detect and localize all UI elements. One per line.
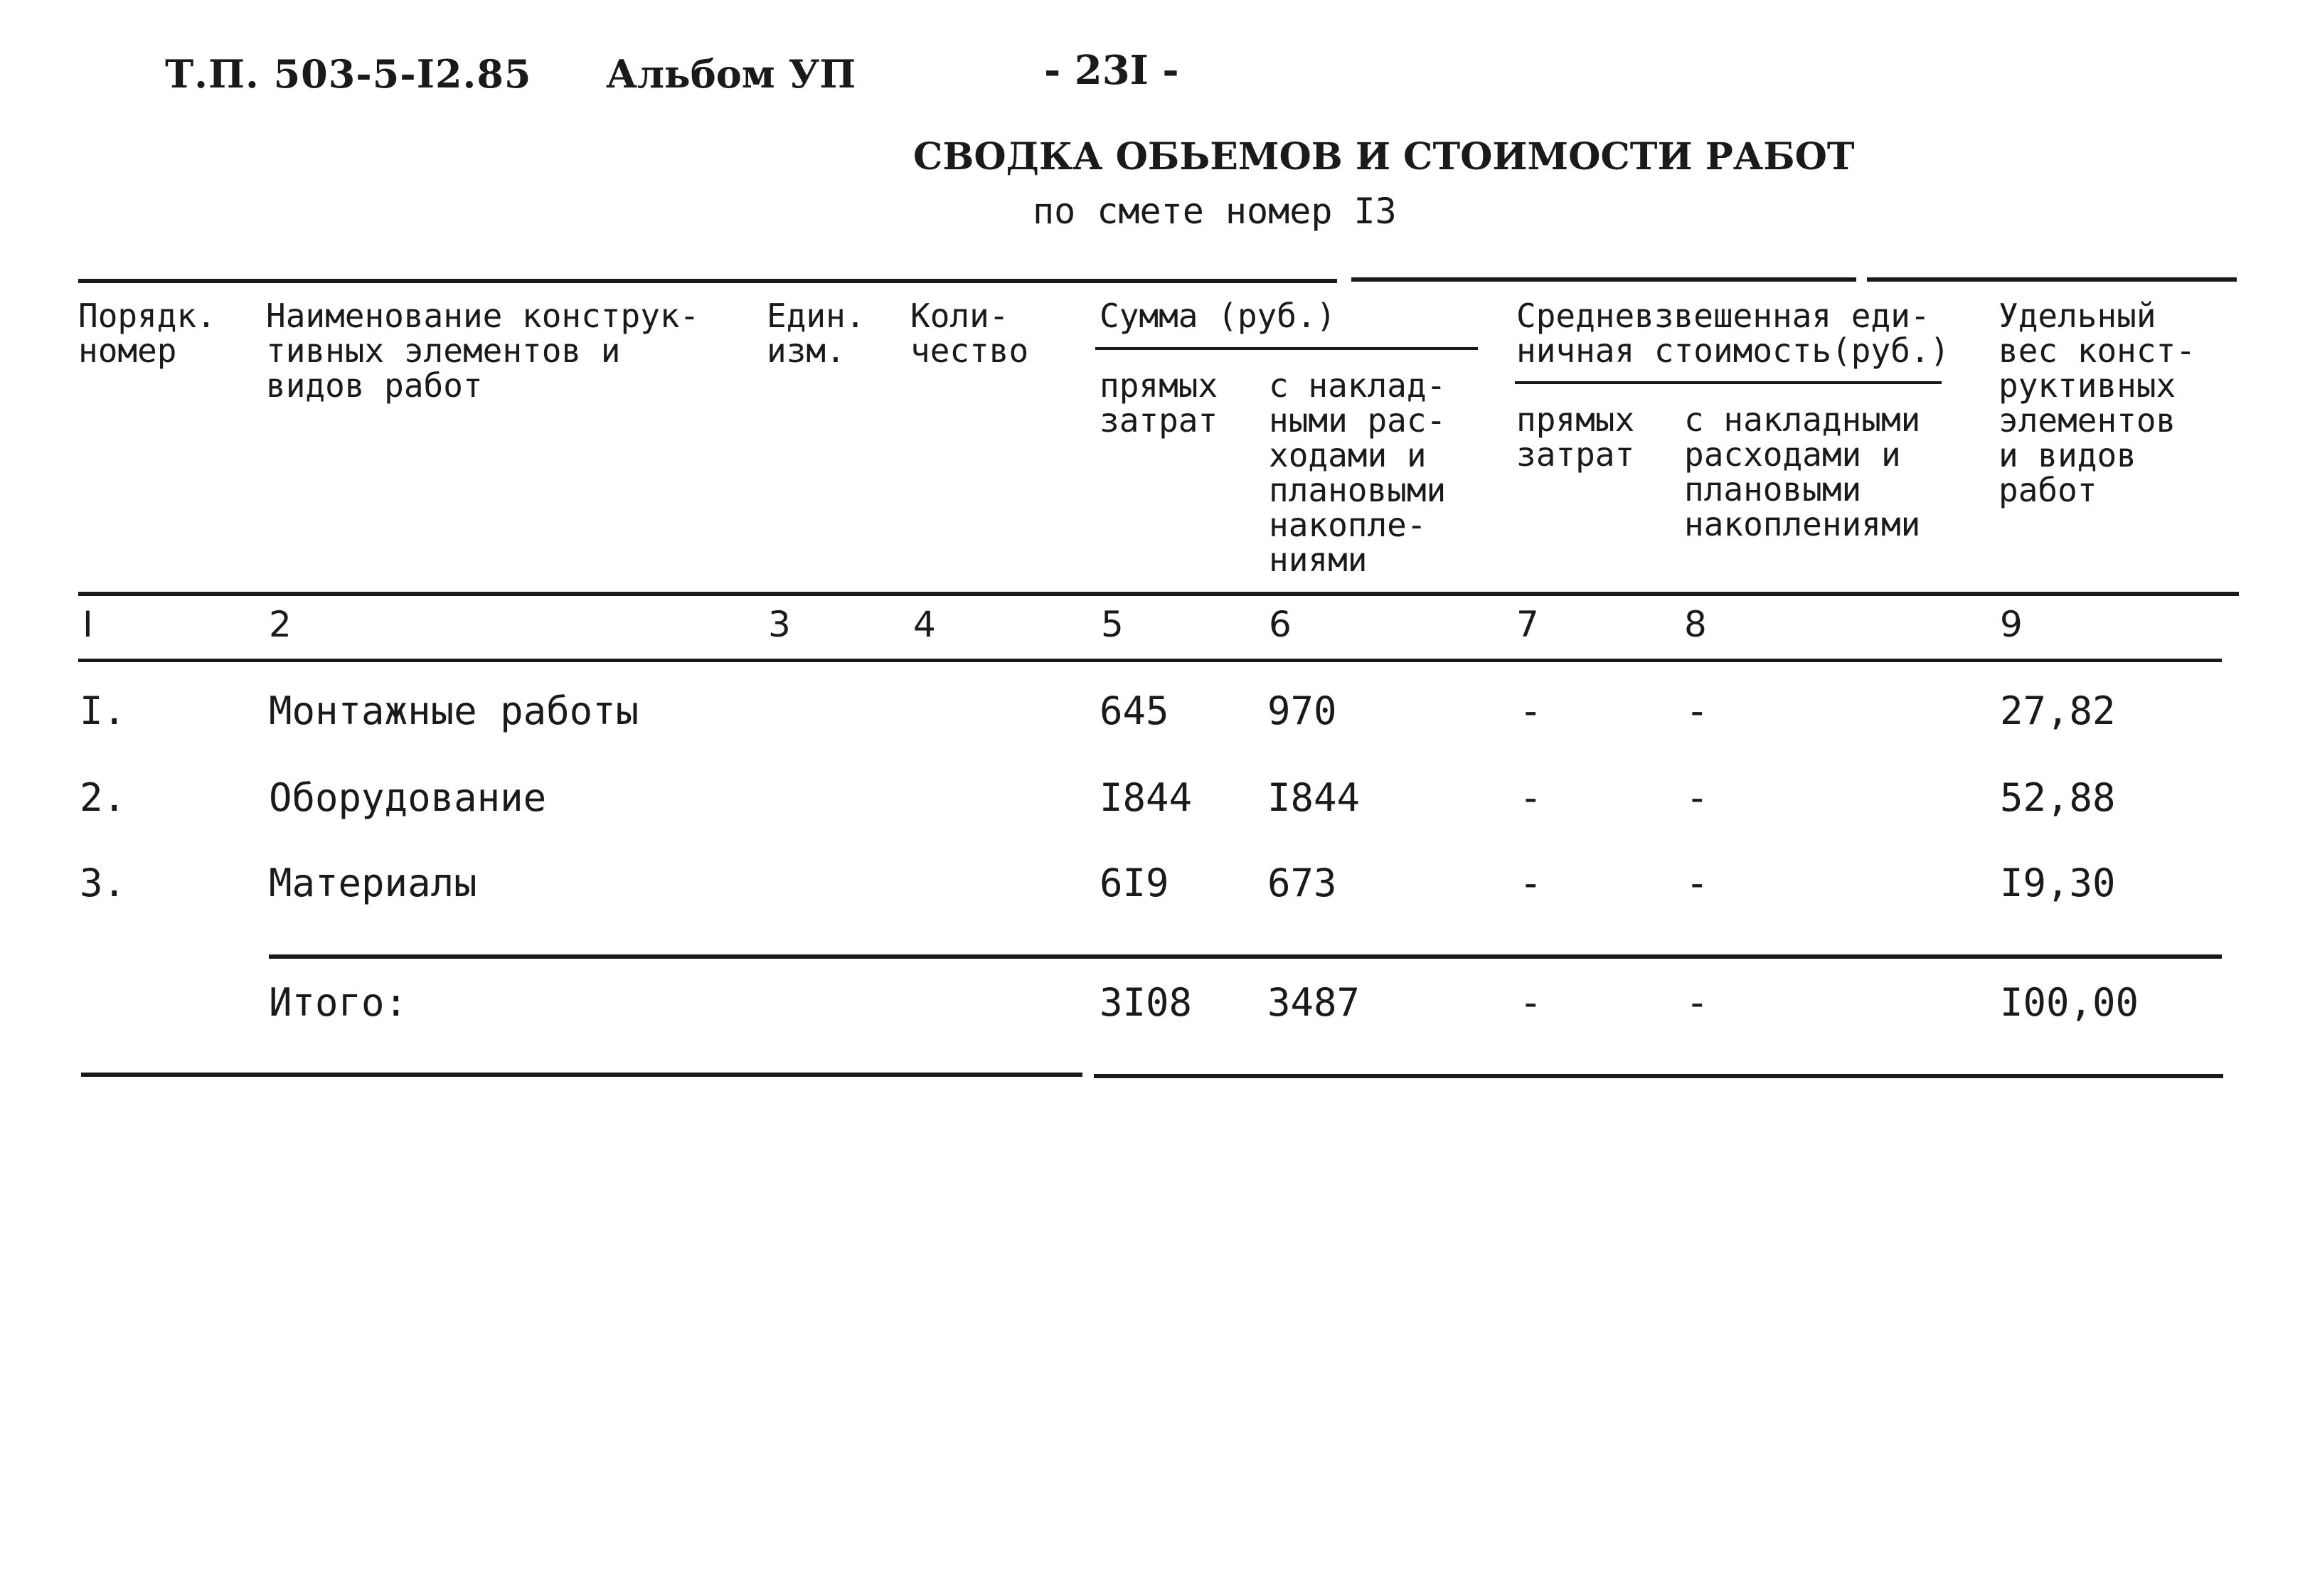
table-top-rule-3 (1867, 277, 2237, 282)
row-overhead-cost: I844 (1267, 775, 1361, 820)
header-avg-overhead: с накладными расходами и плановыми накоплениями (1684, 400, 1921, 543)
total-direct-cost: 3I08 (1100, 980, 1193, 1025)
header-share: Удельный вес конст- руктивных элементов и видов работ (1998, 297, 2195, 509)
column-number: I (82, 604, 93, 645)
page-number: - 23I - (1044, 47, 1179, 94)
table-bottom-rule-2 (1094, 1074, 2223, 1078)
row-name: Монтажные работы (269, 688, 639, 733)
row-name: Оборудование (269, 775, 547, 820)
row-number: I. (80, 688, 127, 733)
column-number: 4 (913, 604, 936, 645)
column-number: 7 (1516, 604, 1539, 645)
avg-group-underline (1515, 381, 1942, 384)
row-overhead-cost: 673 (1267, 861, 1337, 905)
row-direct-cost: 6I9 (1100, 861, 1169, 905)
row-direct-cost: I844 (1100, 775, 1193, 820)
row-share: 27,82 (2000, 688, 2116, 733)
header-quantity: Коли- чество (910, 297, 1029, 370)
header-unit: Един. изм. (767, 297, 866, 370)
column-number: 2 (269, 604, 292, 645)
row-overhead-cost: 970 (1267, 688, 1337, 733)
column-number: 5 (1101, 604, 1124, 645)
header-sum-direct: прямых затрат (1100, 366, 1218, 440)
table-top-rule (78, 279, 1337, 283)
album-label: Альбом УП (606, 51, 856, 97)
column-numbers-rule (78, 659, 2222, 662)
document-id: Т.П. 503-5-I2.85 (165, 51, 532, 97)
header-sum-overhead: с наклад- ными рас- ходами и плановыми накопле- ниями (1269, 366, 1447, 579)
page-subtitle: по смете номер I3 (1033, 191, 1397, 232)
row-number: 3. (80, 861, 127, 905)
row-avg-overhead: - (1686, 775, 1709, 820)
total-avg-direct: - (1519, 980, 1543, 1025)
column-number: 9 (2000, 604, 2023, 645)
total-top-rule (269, 954, 2222, 959)
row-avg-overhead: - (1686, 688, 1709, 733)
header-element-name: Наименование конструк- тивных элементов и видов работ (266, 297, 700, 405)
row-avg-direct: - (1519, 861, 1543, 905)
header-avg-direct: прямых затрат (1516, 400, 1635, 474)
table-top-rule-2 (1351, 277, 1856, 282)
total-avg-overhead: - (1686, 980, 1709, 1025)
row-name: Материалы (269, 861, 477, 905)
column-number: 8 (1684, 604, 1707, 645)
row-direct-cost: 645 (1100, 688, 1169, 733)
page-title: СВОДКА ОБЬЕМОВ И СТОИМОСТИ РАБОТ (913, 135, 1855, 179)
row-share: I9,30 (2000, 861, 2116, 905)
header-order-number: Порядк. номер (78, 297, 216, 370)
total-share: I00,00 (2000, 980, 2139, 1025)
row-number: 2. (80, 775, 127, 820)
table-bottom-rule (81, 1073, 1082, 1077)
column-number: 6 (1269, 604, 1292, 645)
row-share: 52,88 (2000, 775, 2116, 820)
column-number: 3 (768, 604, 791, 645)
sum-group-underline (1095, 347, 1478, 350)
header-avg-group: Средневзвешенная еди- ничная стоимость(руб.) (1516, 297, 1950, 370)
row-avg-overhead: - (1686, 861, 1709, 905)
total-overhead-cost: 3487 (1267, 980, 1361, 1025)
total-label: Итого: (269, 980, 408, 1025)
row-avg-direct: - (1519, 775, 1543, 820)
header-bottom-rule (78, 592, 2239, 596)
row-avg-direct: - (1519, 688, 1543, 733)
header-sum-group: Сумма (руб.) (1100, 297, 1336, 335)
